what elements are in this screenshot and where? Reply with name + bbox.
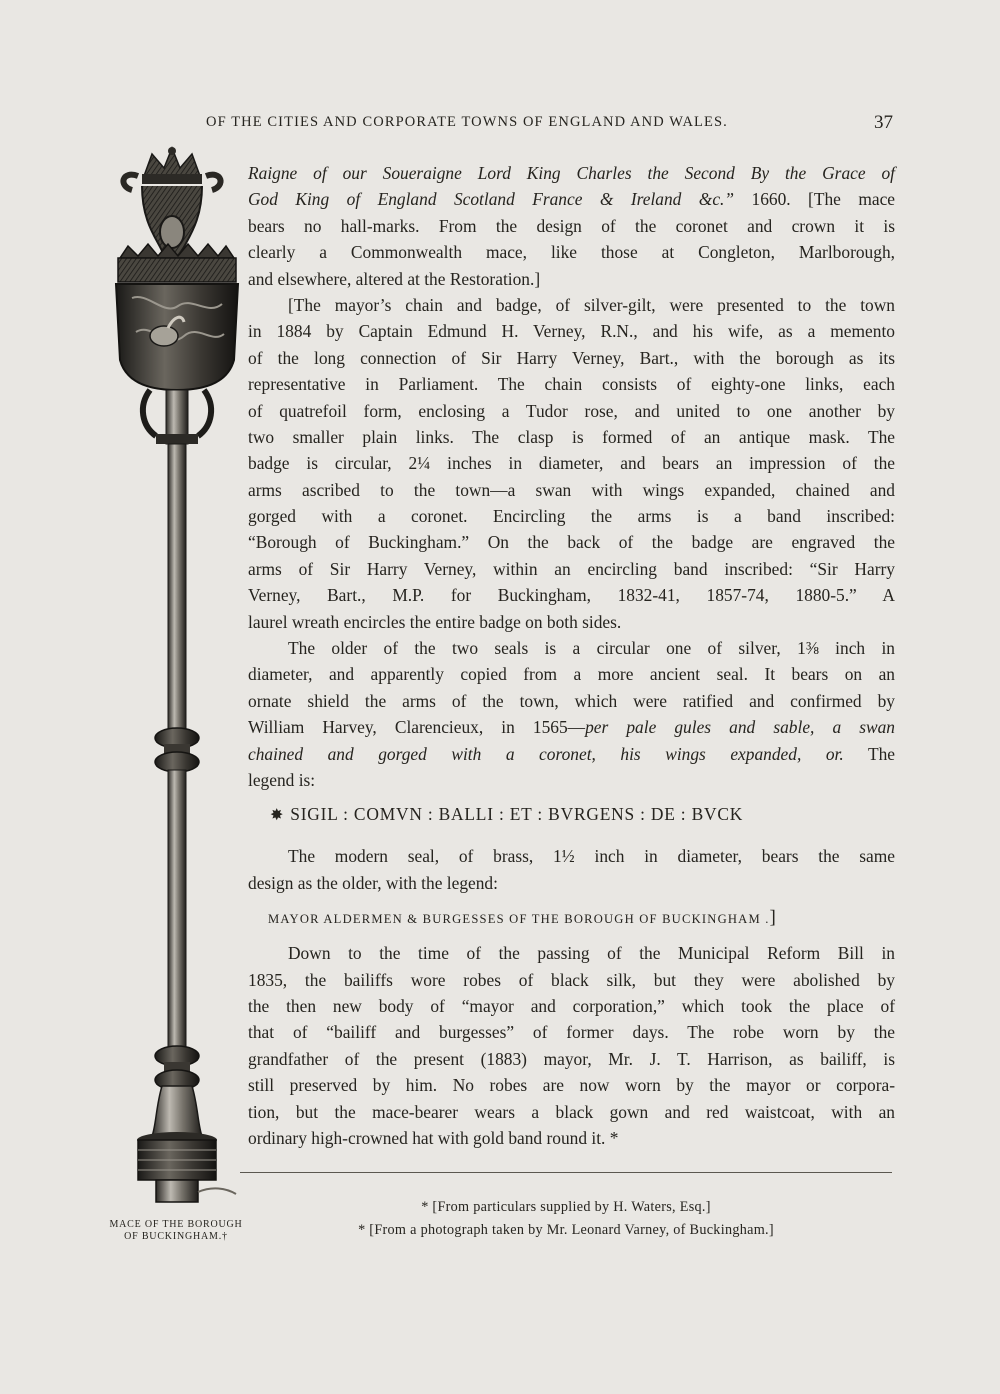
p3-line-6: legend is: — [248, 769, 316, 790]
running-head — [0, 114, 1000, 136]
p2-line-1: [The mayor’s chain and badge, of silver-gilt, were presented to the town — [288, 294, 895, 315]
p5-line-4: that of “bailiff and burgesses” of former days. The robe worn by the — [248, 1022, 895, 1043]
p2-line-5: of quatrefoil form, enclosing a Tudor rose, and united to one another by — [248, 400, 895, 421]
figure-caption — [96, 1219, 256, 1243]
p1-line-5: and elsewhere, altered at the Restoration.] — [248, 268, 541, 289]
modern-seal-legend — [248, 896, 895, 940]
p5-line-7: tion, but the mace-bearer wears a black gown and red waistcoat, with an — [248, 1101, 895, 1122]
mace-shaft-lower — [168, 770, 186, 1052]
p3-line-3: ornate shield the arms of the town, which were ratified and confirmed by — [248, 690, 895, 711]
p5-line-5: grandfather of the present (1883) mayor, Mr. J. T. Harrison, as bailiff, is — [248, 1048, 895, 1069]
mace-neck — [143, 390, 211, 444]
p2-line-8: arms ascribed to the town—a swan with wings expanded, chained and — [248, 479, 895, 500]
mace-knop-lower — [152, 1046, 202, 1136]
seal-legend-text: SIGIL : COMVN : BALLI : ET : BVRGENS : DE : BVCK — [290, 804, 744, 825]
p3-line-4 — [248, 714, 895, 740]
body-text — [248, 160, 895, 1151]
p4-line-1: The modern seal, of brass, 1½ inch in diameter, bears the same — [288, 846, 895, 867]
footnotes — [240, 1196, 892, 1242]
footnote-2: * [From a photograph taken by Mr. Leonard Varney, of Buckingham.] — [358, 1222, 774, 1238]
footnote-rule — [240, 1172, 892, 1173]
p2-line-10: “Borough of Buckingham.” On the back of the badge are engraved the — [248, 532, 895, 553]
page-number: 37 — [874, 112, 893, 133]
p2-line-12: Verney, Bart., M.P. for Buckingham, 1832-41, 1857-74, 1880-5.” A — [248, 585, 895, 606]
p3-line-2: diameter, and apparently copied from a more ancient seal. It bears on an — [248, 664, 895, 685]
p2-line-4: representative in Parliament. The chain consists of eighty-one links, each — [248, 374, 895, 395]
p5-line-6: still preserved by him. No robes are now worn by the mayor or corpora- — [248, 1075, 895, 1096]
p1-line-4: clearly a Commonwealth mace, like those at Congleton, Marlborough, — [248, 242, 895, 263]
p1-line-1: Raigne of our Soueraigne Lord King Charles the Second By the Grace of — [248, 163, 895, 183]
p2-line-11: arms of Sir Harry Verney, within an encircling band inscribed: “Sir Harry — [248, 558, 895, 579]
p3-line-5 — [248, 741, 895, 767]
footnote-1: * [From particulars supplied by H. Waters, Esq.] — [421, 1199, 711, 1215]
p3-line-5-italic: chained and gorged with a coronet, his wings expanded, or. — [248, 743, 844, 764]
p2-line-6: two smaller plain links. The clasp is formed of an antique mask. The — [248, 426, 895, 447]
figure-caption-line-1: MACE OF THE BOROUGH — [109, 1219, 243, 1230]
p3-line-1: The older of the two seals is a circular one of silver, 1⅜ inch in — [288, 638, 895, 659]
p2-line-13: laurel wreath encircles the entire badge on both sides. — [248, 611, 622, 632]
mace-knop-middle — [155, 728, 199, 772]
figure-caption-line-2: OF BUCKINGHAM.† — [124, 1231, 228, 1242]
mace-foot — [137, 1132, 236, 1202]
p5-line-1: Down to the time of the passing of the Municipal Reform Bill in — [288, 943, 895, 964]
p5-line-2: 1835, the bailiffs wore robes of black silk, but they were abolished by — [248, 969, 895, 990]
flower-ornament-icon: ✸ — [270, 807, 285, 825]
p1-line-2 — [248, 186, 895, 212]
p5-line-3: the then new body of “mayor and corporation,” which took the place of — [248, 995, 895, 1016]
running-title: OF THE CITIES AND CORPORATE TOWNS OF ENGLAND AND WALES. — [206, 114, 728, 130]
p1-line-2-roman: 1660. [The mace — [734, 189, 896, 210]
p3-line-4-italic: per pale gules and sable, a swan — [585, 717, 895, 738]
p2-line-3: of the long connection of Sir Harry Verney, Bart., with the borough as its — [248, 347, 895, 368]
modern-seal-legend-bracket: ] — [769, 907, 778, 929]
p3-line-4-roman: William Harvey, Clarencieux, in 1565— — [248, 717, 586, 738]
p3-line-5-roman: The — [843, 743, 895, 764]
modern-seal-legend-text: MAYOR ALDERMEN & BURGESSES OF THE BOROUGH OF BUCKINGHAM . — [268, 912, 770, 927]
p4-line-2: design as the older, with the legend: — [248, 872, 498, 893]
crown-top — [123, 147, 220, 256]
p2-line-2: in 1884 by Captain Edmund H. Verney, R.N., and his wife, as a memento — [248, 321, 895, 342]
mace-shaft-upper — [168, 444, 186, 734]
seal-legend — [248, 793, 895, 835]
mace-head — [116, 284, 238, 390]
p2-line-9: gorged with a coronet. Encircling the arms is a band inscribed: — [248, 506, 895, 527]
mace-illustration — [112, 146, 242, 1212]
p5-line-8: ordinary high-crowned hat with gold band round it. * — [248, 1127, 619, 1148]
p1-line-2-italic: God King of England Scotland France & Ireland &c.” — [248, 189, 735, 210]
p1-line-3: bears no hall-marks. From the design of the coronet and crown it is — [248, 215, 895, 236]
p2-line-7: badge is circular, 2¼ inches in diameter, and bears an impression of the — [248, 453, 895, 474]
